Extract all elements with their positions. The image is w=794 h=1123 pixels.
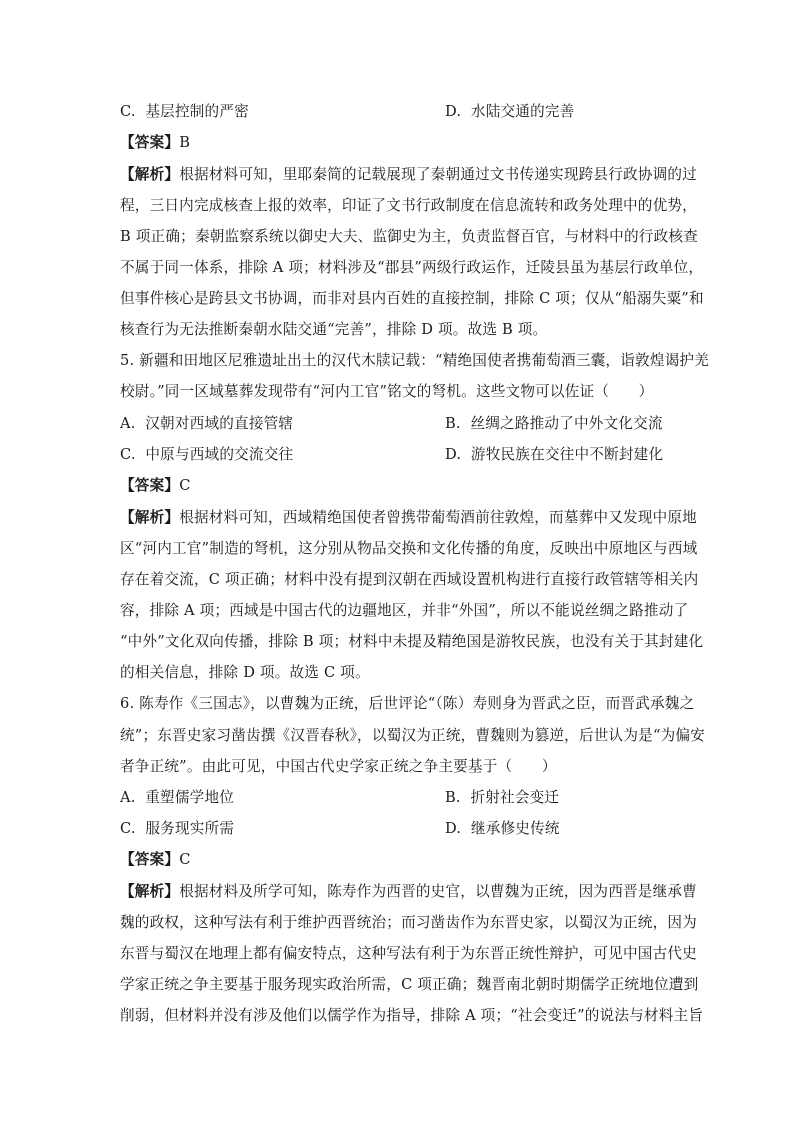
q6-stem-line: 者争正统”。由此可见，中国古代史学家正统之争主要基于（ ）: [120, 758, 557, 775]
option-text: 重塑儒学地位: [145, 789, 235, 806]
q6-analysis-line: 削弱，但材料并没有涉及他们以儒学作为指导，排除 A 项；“社会变迁”的说法与材料主旨: [120, 1007, 704, 1024]
q5-analysis-line: 存在着交流，C 项正确；材料中没有提到汉朝在西域设置机构进行直接行政管辖等相关内: [120, 571, 699, 588]
q6-analysis-line: [120, 882, 697, 902]
q5-stem-line: 校尉。”同一区域墓葬发现带有“河内工官”铭文的弩机。这些文物可以佐证（ ）: [120, 383, 654, 400]
q6-answer: [120, 850, 680, 870]
option-letter: B.: [445, 789, 461, 806]
option-text: 汉朝对西域的直接管辖: [145, 415, 294, 432]
q5-analysis-line: 的相关信息，排除 D 项。故选 C 项。: [120, 664, 370, 681]
option-letter: A.: [120, 789, 136, 806]
q5-analysis-line: “中外”文化双向传播，排除 B 项；材料中未提及精绝国是游牧民族，也没有关于其封建化: [120, 633, 704, 650]
q6-option-d: [445, 819, 794, 839]
analysis-tag: 【解析】: [120, 883, 180, 900]
q6-stem-line: 统”；东晋史家习凿齿撰《汉晋春秋》，以蜀汉为正统，曹魏则为篡逆，后世认为是“为偏安: [120, 727, 705, 744]
option-text: 中原与西域的交流交往: [145, 446, 294, 463]
analysis-tag: 【解析】: [120, 509, 180, 526]
option-text: 服务现实所需: [145, 820, 235, 837]
answer-value: C: [179, 477, 191, 494]
option-text: 继承修史传统: [470, 820, 560, 837]
analysis-text: 根据材料及所学可知，陈寿作为西晋的史官，以曹魏为正统，因为西晋是继承曹: [179, 883, 697, 900]
q5-option-b: [445, 414, 794, 434]
q4-analysis-line: 核查行为无法推断秦朝水陆交通“完善”，排除 D 项。故选 B 项。: [120, 321, 548, 338]
answer-tag: 【答案】: [120, 851, 180, 868]
q6-stem-line: 6. 陈寿作《三国志》，以曹魏为正统，后世评论“（陈）寿则身为晋武之臣，而晋武承魏之: [120, 695, 695, 712]
answer-tag: 【答案】: [120, 477, 180, 494]
q6-analysis-line: 学家正统之争主要基于服务现实政治所需，C 项正确；魏晋南北朝时期儒学正统地位遭到: [120, 976, 699, 993]
q4-analysis-line: 但事件核心是跨县文书协调，而非对县内百姓的直接控制，排除 C 项；仅从“船溺失粟”和: [120, 290, 704, 307]
answer-tag: 【答案】: [120, 134, 180, 151]
analysis-text: 根据材料可知，里耶秦简的记载展现了秦朝通过文书传递实现跨县行政协调的过: [179, 166, 697, 183]
option-text: 丝绸之路推动了中外文化交流: [470, 415, 663, 432]
answer-value: B: [179, 134, 191, 151]
option-letter: D.: [445, 103, 462, 120]
analysis-text: 根据材料可知，西域精绝国使者曾携带葡萄酒前往敦煌，而墓葬中又发现中原地: [179, 509, 697, 526]
option-letter: D.: [445, 820, 462, 837]
option-letter: C.: [120, 103, 136, 120]
q5-answer: [120, 476, 680, 496]
option-letter: D.: [445, 446, 462, 463]
q4-analysis-line: 程，三日内完成核查上报的效率，印证了文书行政制度在信息流转和政务处理中的优势，: [120, 197, 697, 214]
q5-analysis-line: 区“河内工官”制造的弩机，这分别从物品交换和文化传播的角度，反映出中原地区与西域: [120, 540, 698, 557]
q5-option-d: [445, 445, 794, 465]
q5-stem-line: 5. 新疆和田地区尼雅遗址出土的汉代木牍记载：“精绝国使者携葡萄酒三囊，诣敦煌谒护羌: [120, 352, 709, 369]
q6-option-b: [445, 788, 794, 808]
q5-analysis-line: [120, 508, 697, 528]
q4-analysis-line: [120, 165, 697, 185]
q6-analysis-line: 东晋与蜀汉在地理上都有偏安特点，这种写法有利于为东晋正统性辩护，可见中国古代史: [120, 945, 697, 962]
answer-value: C: [179, 851, 191, 868]
option-text: 基层控制的严密: [145, 103, 249, 120]
option-letter: C.: [120, 820, 136, 837]
q4-option-d: [445, 102, 794, 122]
option-letter: B.: [445, 415, 461, 432]
q4-analysis-line: 不属于同一体系，排除 A 项；材料涉及“郡县”两级行政运作，迁陵县虽为基层行政单位，: [120, 259, 704, 276]
option-text: 游牧民族在交往中不断封建化: [470, 446, 664, 463]
q5-analysis-line: 容，排除 A 项；西域是中国古代的边疆地区，并非“外国”，所以不能说丝绸之路推动了: [120, 602, 689, 619]
q4-answer: [120, 133, 680, 153]
q4-analysis-line: B 项正确；秦朝监察系统以御史大夫、监御史为主，负责监督百官，与材料中的行政核查: [120, 228, 698, 245]
option-letter: C.: [120, 446, 136, 463]
option-text: 折射社会变迁: [470, 789, 560, 806]
q6-analysis-line: 魏的政权，这种写法有利于维护西晋统治；而习凿齿作为东晋史家，以蜀汉为正统，因为: [120, 914, 697, 931]
option-letter: A.: [120, 415, 136, 432]
analysis-tag: 【解析】: [120, 166, 180, 183]
option-text: 水陆交通的完善: [470, 103, 575, 120]
